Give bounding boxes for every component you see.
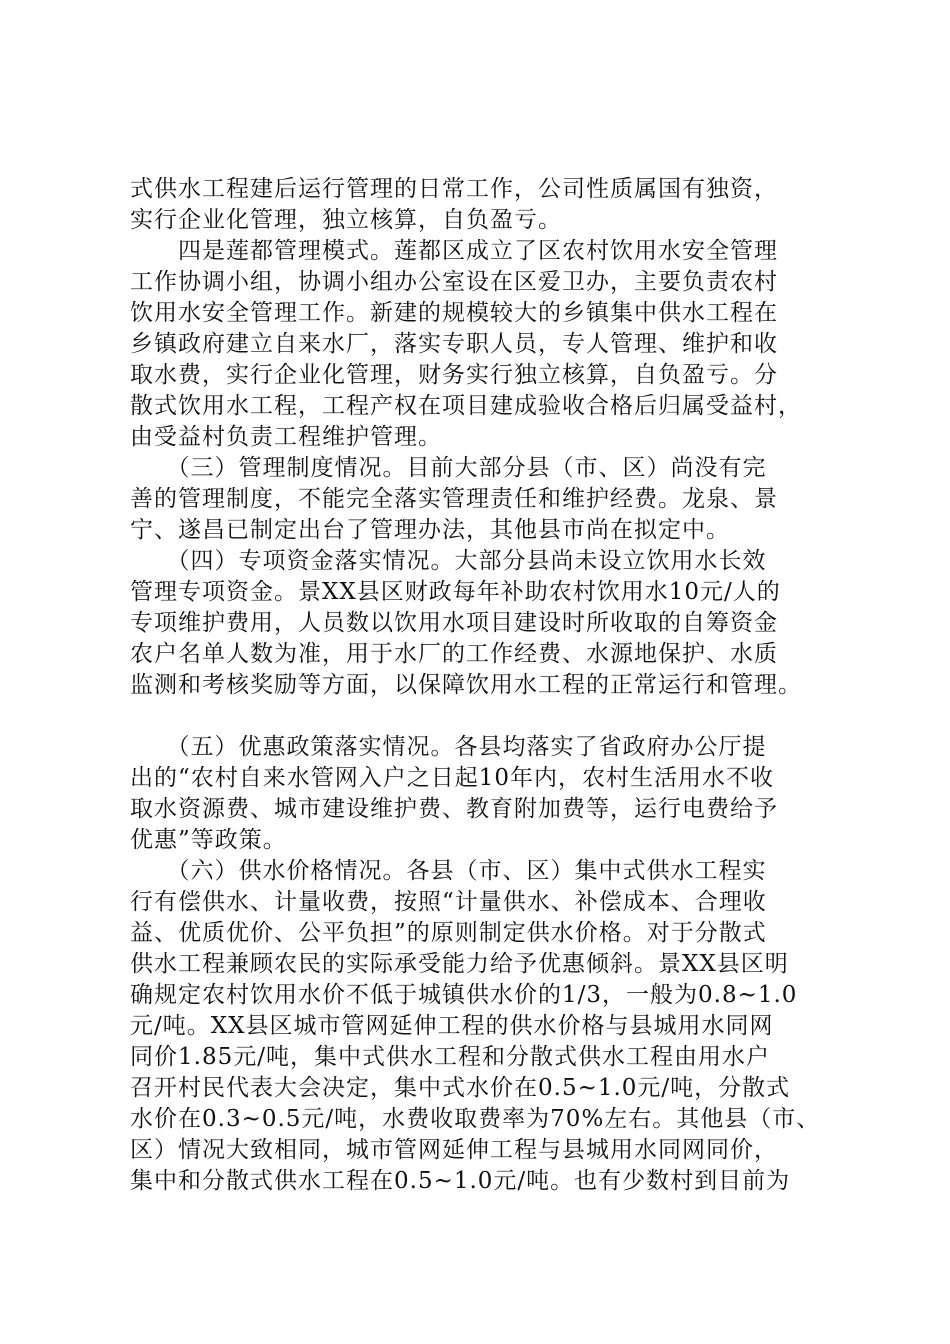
text-line: 取水资源费、城市建设维护费、教育附加费等，运行电费给予 (130, 796, 778, 822)
text-line: 供水工程兼顾农民的实际承受能力给予优惠倾斜。景XX县区明 (130, 951, 789, 977)
text-line: 召开村民代表大会决定，集中式水价在0.5~1.0元/吨，分散式 (130, 1075, 791, 1101)
text-line: （五）优惠政策落实情况。各县均落实了省政府办公厅提 (130, 734, 767, 760)
text-line: 农户名单人数为准，用于水厂的工作经费、水源地保护、水质 (130, 641, 778, 667)
text-line: 由受益村负责工程维护管理。 (130, 424, 442, 450)
text-line: 四是莲都管理模式。莲都区成立了区农村饮用水安全管理 (130, 238, 778, 264)
text-line: （六）供水价格情况。各县（市、区）集中式供水工程实 (130, 858, 767, 884)
text-line: 善的管理制度，不能完全落实管理责任和维护经费。龙泉、景 (130, 486, 778, 512)
text-line: 宁、遂昌已制定出台了管理办法，其他县市尚在拟定中。 (130, 517, 730, 543)
text-line: 取水费，实行企业化管理，财务实行独立核算，自负盈亏。分 (130, 362, 778, 388)
text-line: 式供水工程建后运行管理的日常工作，公司性质属国有独资， (130, 176, 778, 202)
text-line: 专项维护费用，人员数以饮用水项目建设时所收取的自筹资金 (130, 610, 778, 636)
text-line: 优惠”等政策。 (130, 827, 287, 853)
text-line: 管理专项资金。景XX县区财政每年补助农村饮用水10元/人的 (130, 579, 781, 605)
text-line: 水价在0.3~0.5元/吨，水费收取费率为70%左右。其他县（市、 (130, 1106, 821, 1132)
document-body (130, 174, 850, 1197)
text-line: 同价1.85元/吨，集中式供水工程和分散式供水工程由用水户 (130, 1044, 770, 1070)
text-line: 元/吨。XX县区城市管网延伸工程的供水价格与县城用水同网 (130, 1013, 774, 1039)
text-line: 监测和考核奖励等方面，以保障饮用水工程的正常运行和管理。 (130, 672, 802, 698)
text-line: 饮用水安全管理工作。新建的规模较大的乡镇集中供水工程在 (130, 300, 778, 326)
text-line: 工作协调小组，协调小组办公室设在区爱卫办，主要负责农村 (130, 269, 778, 295)
text-line: 集中和分散式供水工程在0.5~1.0元/吨。也有少数村到目前为 (130, 1168, 791, 1194)
text-line: 确规定农村饮用水价不低于城镇供水价的1/3，一般为0.8~1.0 (130, 982, 798, 1008)
text-line: 乡镇政府建立自来水厂，落实专职人员，专人管理、维护和收 (130, 331, 778, 357)
text-line: 实行企业化管理，独立核算，自负盈亏。 (130, 207, 562, 233)
paragraph-gap (130, 701, 850, 732)
text-line: 区）情况大致相同，城市管网延伸工程与县城用水同网同价， (130, 1137, 778, 1163)
text-line: 行有偿供水、计量收费，按照“计量供水、补偿成本、合理收 (130, 889, 767, 915)
text-line: （三）管理制度情况。目前大部分县（市、区）尚没有完 (130, 455, 767, 481)
text-line: 出的“农村自来水管网入户之日起10年内，农村生活用水不收 (130, 765, 775, 791)
text-line: 散式饮用水工程，工程产权在项目建成验收合格后归属受益村， (130, 393, 802, 419)
text-line: 益、优质优价、公平负担”的原则制定供水价格。对于分散式 (130, 920, 767, 946)
text-line: （四）专项资金落实情况。大部分县尚未设立饮用水长效 (130, 548, 767, 574)
